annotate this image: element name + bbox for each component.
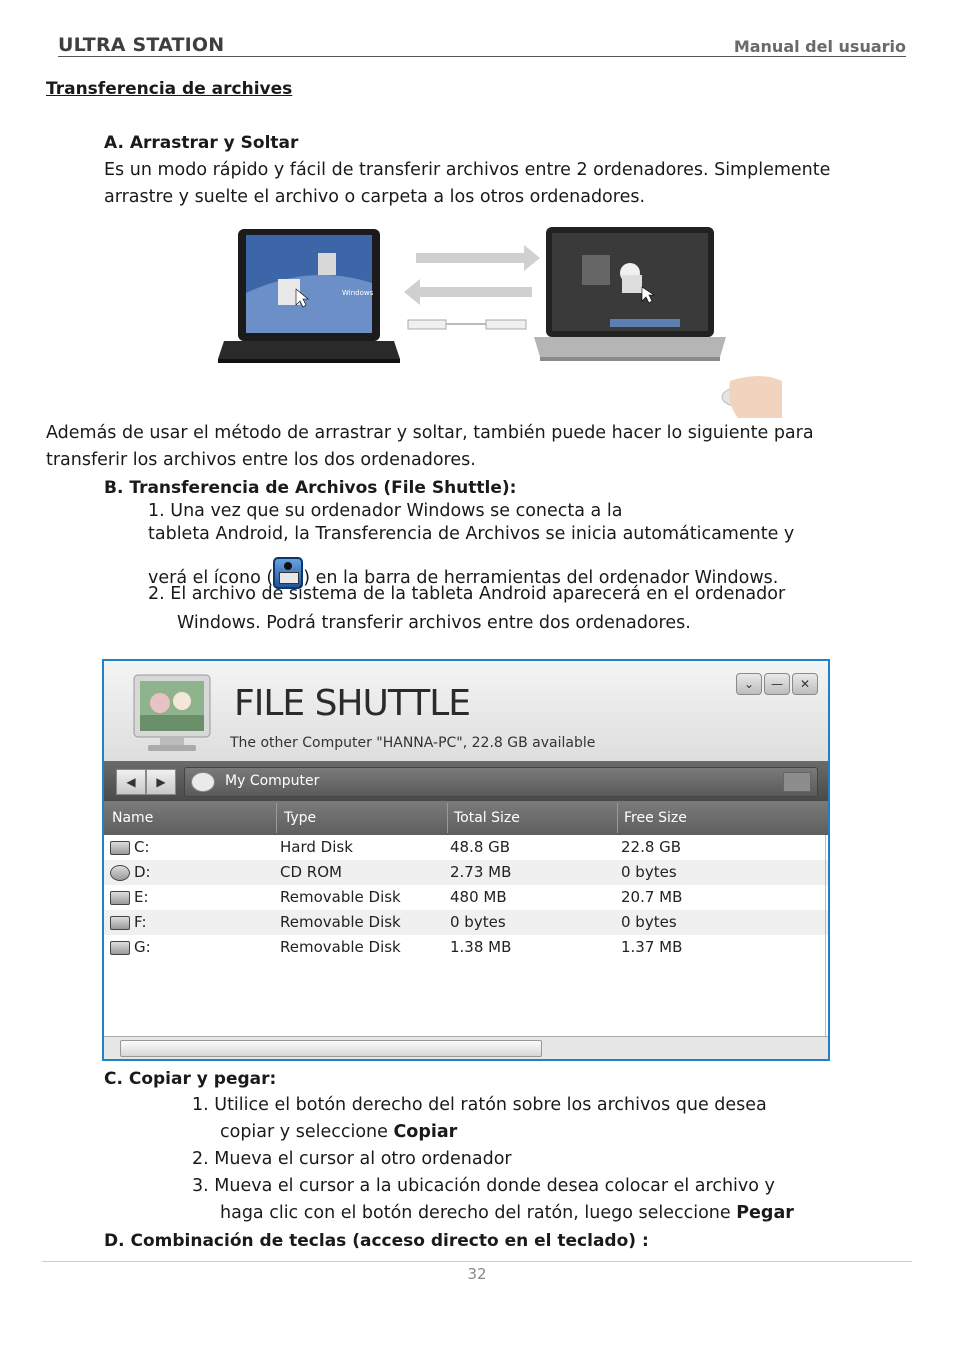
section-a-line1: Es un modo rápido y fácil de transferir archivos entre 2 ordenadores. Simplemente xyxy=(104,160,831,180)
intro-line1: Además de usar el método de arrastrar y soltar, también puede hacer lo siguiente para xyxy=(46,423,814,443)
section-d-title: D. Combinación de teclas (acceso directo en el teclado) : xyxy=(104,1231,649,1251)
section-c-item2: 2. Mueva el cursor al otro ordenador xyxy=(192,1149,512,1169)
section-c-item3-line2 xyxy=(220,1200,794,1227)
vertical-scrollbar[interactable] xyxy=(825,835,826,1041)
row-free-size: 0 bytes xyxy=(621,863,677,881)
column-free-size[interactable]: Free Size xyxy=(624,810,687,826)
copy-label: Copiar xyxy=(393,1122,458,1142)
section-a-title: A. Arrastrar y Soltar xyxy=(104,133,299,153)
section-c-item1-text: copiar y seleccione xyxy=(220,1122,394,1142)
section-c-item3-line1: 3. Mueva el cursor a la ubicación donde desea colocar el archivo y xyxy=(192,1176,775,1196)
row-total-size: 48.8 GB xyxy=(450,838,511,856)
row-name: C: xyxy=(134,838,150,856)
paste-label: Pegar xyxy=(736,1203,794,1223)
section-b-item1-line2: tableta Android, la Transferencia de Archivos se inicia automáticamente y xyxy=(148,524,795,544)
row-name: G: xyxy=(134,938,151,956)
drag-drop-illustration xyxy=(190,213,782,418)
file-shuttle-subtitle: The other Computer "HANNA-PC", 22.8 GB available xyxy=(230,735,596,751)
section-b-title: B. Transferencia de Archivos (File Shuttle): xyxy=(104,478,517,498)
section-c-title: C. Copiar y pegar: xyxy=(104,1069,277,1089)
row-type: Removable Disk xyxy=(280,913,401,931)
section-b-item1-line3a: verá el ícono ( xyxy=(148,568,274,588)
row-total-size: 2.73 MB xyxy=(450,863,512,881)
header-manual-label: Manual del usuario xyxy=(733,37,906,56)
row-free-size: 1.37 MB xyxy=(621,938,683,956)
row-free-size: 22.8 GB xyxy=(621,838,682,856)
row-total-size: 0 bytes xyxy=(450,913,506,931)
row-name: E: xyxy=(134,888,149,906)
minimize-button[interactable]: — xyxy=(764,673,790,695)
file-shuttle-header xyxy=(104,661,828,761)
address-path: My Computer xyxy=(225,773,320,789)
row-total-size: 480 MB xyxy=(450,888,507,906)
section-title: Transferencia de archives xyxy=(46,79,293,99)
section-c-item3-text: haga clic con el botón derecho del ratón, luego seleccione xyxy=(220,1203,737,1223)
table-row[interactable] xyxy=(104,835,828,860)
table-row[interactable] xyxy=(104,885,828,910)
header-title: ULTRA STATION xyxy=(58,34,225,56)
column-type[interactable]: Type xyxy=(284,810,317,826)
removable-disk-icon xyxy=(110,916,130,930)
row-name: F: xyxy=(134,913,147,931)
horizontal-scrollbar[interactable] xyxy=(104,1036,828,1059)
section-c-item1-line2 xyxy=(220,1119,457,1146)
windows-laptop-icon xyxy=(218,229,400,363)
footer-divider xyxy=(42,1261,912,1262)
row-type: Removable Disk xyxy=(280,938,401,956)
section-b-item2-line2: Windows. Podrá transferir archivos entre dos ordenadores. xyxy=(177,613,691,633)
close-button[interactable]: ✕ xyxy=(792,673,818,695)
file-shuttle-window xyxy=(102,659,830,1061)
cd-rom-icon xyxy=(110,865,130,881)
removable-disk-icon xyxy=(110,941,130,955)
windows-logo-text: Windows xyxy=(342,289,374,297)
table-row[interactable] xyxy=(104,860,828,885)
row-free-size: 20.7 MB xyxy=(621,888,683,906)
file-shuttle-monitor-icon xyxy=(130,673,214,755)
row-type: Hard Disk xyxy=(280,838,353,856)
row-type: Removable Disk xyxy=(280,888,401,906)
section-b-item2-line1: 2. El archivo de sistema de la tableta Android aparecerá en el ordenador xyxy=(148,584,786,604)
row-total-size: 1.38 MB xyxy=(450,938,512,956)
header-divider xyxy=(58,56,906,57)
address-menu-button[interactable] xyxy=(783,772,811,792)
table-row[interactable] xyxy=(104,935,828,960)
transfer-arrows-icon xyxy=(404,245,540,329)
section-b-item1-line3b: ) en la barra de herramientas del ordenador Windows. xyxy=(303,568,779,588)
address-bar[interactable] xyxy=(184,767,818,797)
column-total-size[interactable]: Total Size xyxy=(454,810,520,826)
row-type: CD ROM xyxy=(280,863,342,881)
chevron-down-icon[interactable]: ⌄ xyxy=(736,673,762,695)
back-button[interactable]: ◀ xyxy=(116,769,146,795)
removable-disk-icon xyxy=(110,891,130,905)
file-shuttle-title: FILE SHUTTLE xyxy=(234,683,470,724)
section-b-item1-line1: 1. Una vez que su ordenador Windows se conecta a la xyxy=(148,501,623,521)
mouse-icon xyxy=(722,376,782,418)
hard-disk-icon xyxy=(110,841,130,855)
window-controls xyxy=(736,673,818,695)
column-name[interactable]: Name xyxy=(112,810,154,826)
row-free-size: 0 bytes xyxy=(621,913,677,931)
row-name: D: xyxy=(134,863,151,881)
view-eye-icon[interactable] xyxy=(191,772,215,792)
forward-button[interactable]: ▶ xyxy=(146,769,176,795)
navigation-bar xyxy=(104,761,828,801)
scrollbar-thumb[interactable] xyxy=(120,1040,542,1057)
table-row[interactable] xyxy=(104,910,828,935)
section-a-line2: arrastre y suelte el archivo o carpeta a los otros ordenadores. xyxy=(104,187,646,207)
intro-line2: transferir los archivos entre los dos ordenadores. xyxy=(46,450,476,470)
section-c-item1-line1: 1. Utilice el botón derecho del ratón sobre los archivos que desea xyxy=(192,1095,767,1115)
page-number: 32 xyxy=(467,1265,487,1283)
mac-laptop-icon xyxy=(534,227,726,361)
column-headers xyxy=(104,801,828,835)
